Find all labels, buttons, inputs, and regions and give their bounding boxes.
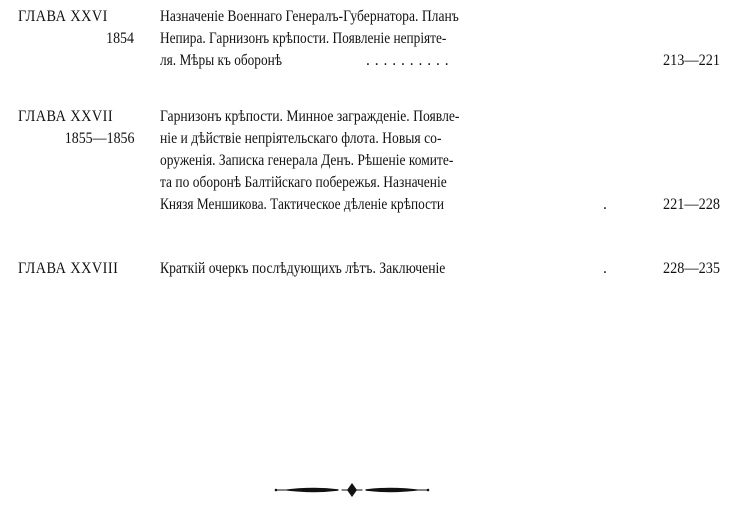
ornamental-rule-icon: [272, 480, 432, 500]
chapter-label: ГЛАВА XXVIII: [18, 260, 119, 277]
chapter-label: ГЛАВА XXVII: [18, 108, 114, 125]
page-range: 221—228: [662, 196, 720, 213]
chapter-label: ГЛАВА XXVI: [18, 8, 108, 25]
chapter-years: 1854: [106, 30, 134, 47]
page-range: 213—221: [662, 52, 720, 69]
chapter-description-line: та по оборонѣ Балтійскаго побережья. Назначеніе: [160, 174, 447, 191]
chapter-description-line: Назначеніе Военнаго Генералъ-Губернатора. Планъ: [160, 8, 459, 25]
chapter-years: 1855—1856: [64, 130, 134, 147]
chapter-description-line: оруженія. Записка генерала Денъ. Рѣшеніе комите-: [160, 152, 454, 169]
chapter-description-line: Гарнизонъ крѣпости. Минное загражденіе. Появле-: [160, 108, 460, 125]
dot-leaders: . . . . . . . . . .: [366, 52, 450, 69]
chapter-description-line: Краткій очеркъ послѣдующихъ лѣтъ. Заключеніе: [160, 260, 446, 277]
chapter-description-line: ля. Мѣры къ оборонѣ: [160, 52, 283, 69]
dot-leaders: .: [603, 260, 608, 277]
page-range: 228—235: [662, 260, 720, 277]
chapter-description-line: ніе и дѣйствіе непріятельскаго флота. Новыя со-: [160, 130, 442, 147]
dot-leaders: .: [603, 196, 608, 213]
chapter-description-line: Князя Меншикова. Тактическое дѣленіе крѣпости: [160, 196, 444, 213]
chapter-description-line: Непира. Гарнизонъ крѣпости. Появленіе непріяте-: [160, 30, 447, 47]
